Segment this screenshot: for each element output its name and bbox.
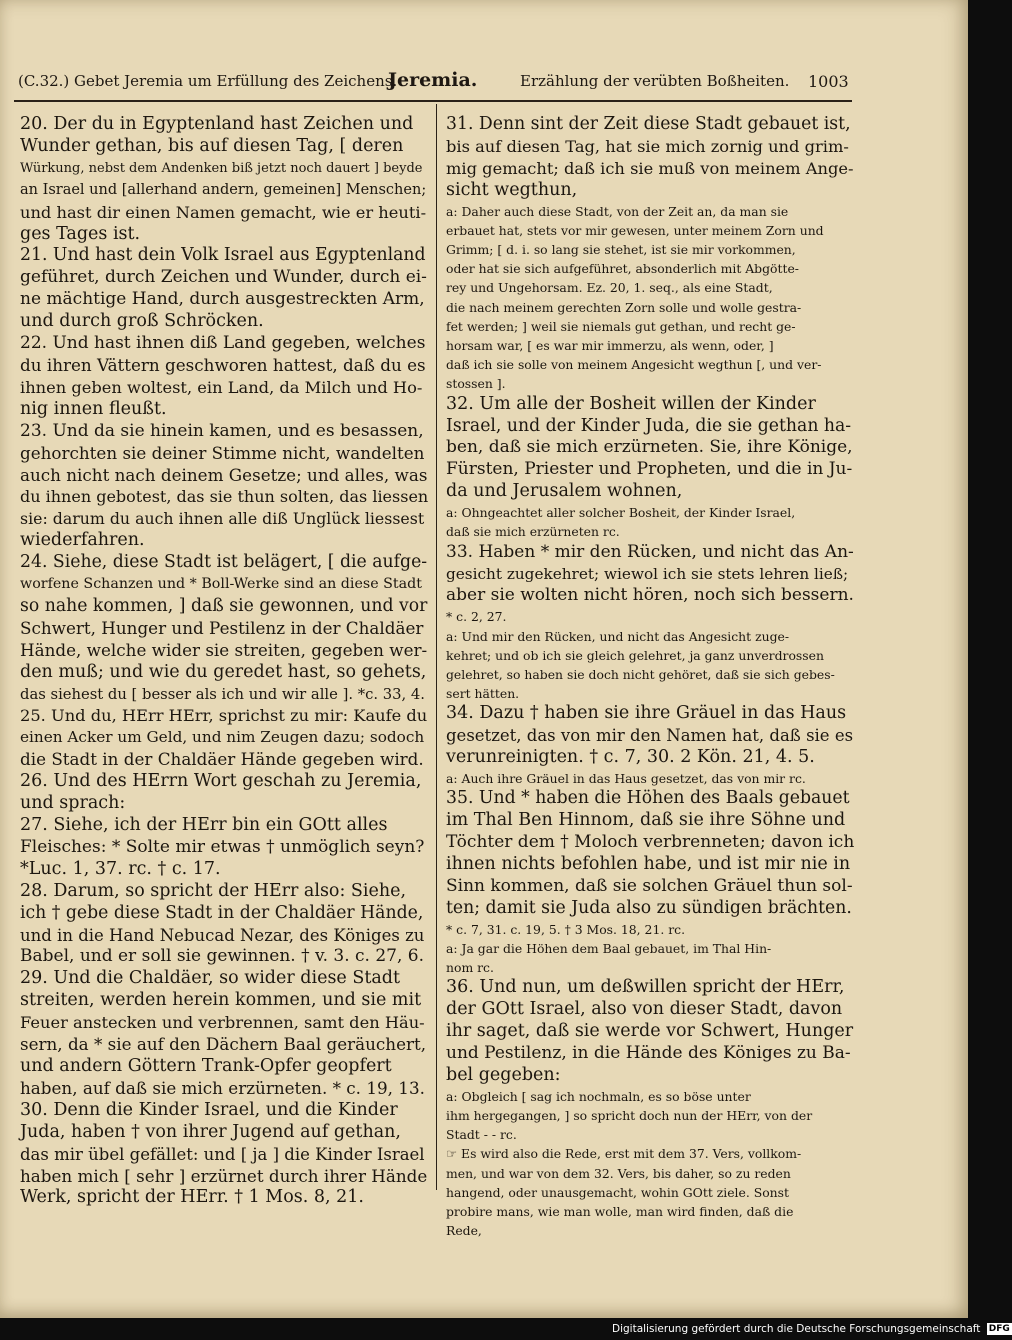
text-line: ihnen nichts befohlen habe, und ist mir nie in [446, 853, 851, 874]
text-line: Juda, haben † von ihrer Jugend auf gethan, [20, 1121, 401, 1142]
page-number: 1003 [808, 72, 849, 91]
text-line: gesetzet, das von mir den Namen hat, daß sie es [446, 726, 854, 746]
note-line: probire mans, wie man wolle, man wird finden, daß die [446, 1204, 794, 1220]
text-line: haben, auf daß sie mich erzürneten. * c. 19, 13. [20, 1077, 425, 1098]
text-line: ihr saget, daß sie werde vor Schwert, Hunger [446, 1021, 854, 1042]
right-column [446, 114, 854, 1240]
text-line: und hast dir einen Namen gemacht, wie er heuti- [20, 202, 427, 222]
text-line: bis auf diesen Tag, hat sie mich zornig und grim- [446, 136, 849, 156]
text-line: sicht wegthun, [446, 179, 578, 200]
text-line: 20. Der du in Egyptenland hast Zeichen und [20, 114, 414, 134]
running-header-right: Erzählung der verübten Boßheiten. [520, 72, 790, 90]
text-line: 21. Und hast dein Volk Israel aus Egyptenland [20, 245, 426, 266]
note-line: ☞ Es wird also die Rede, erst mit dem 37. Vers, vollkom- [446, 1146, 802, 1162]
column-rule [436, 104, 437, 1190]
note-line: a: Ohngeachtet aller solcher Bosheit, der Kinder Israel, [446, 505, 796, 521]
note-line: die nach meinem gerechten Zorn solle und wolle gestra- [446, 299, 802, 315]
text-line: wiederfahren. [20, 530, 145, 551]
text-line: der GOtt Israel, also von dieser Stadt, davon [446, 999, 843, 1020]
text-line: ben, daß sie mich erzürneten. Sie, ihre Könige, [446, 437, 853, 458]
note-line: a: Ja gar die Höhen dem Baal gebauet, im Thal Hin- [446, 940, 772, 956]
text-line: an Israel und [allerhand andern, gemeinen] Menschen; [20, 181, 427, 198]
running-header-left: (C.32.) Gebet Jeremia um Erfüllung des Zeichens. [18, 72, 398, 90]
text-line: geführet, durch Zeichen und Wunder, durch ei- [20, 267, 427, 288]
note-line: oder hat sie sich aufgeführet, absonderlich mit Abgötte- [446, 261, 799, 277]
text-line: ich † gebe diese Stadt in der Chaldäer Hände, [20, 902, 424, 923]
text-line: du ihren Vättern geschworen hattest, daß du es [20, 354, 426, 375]
text-line: Israel, und der Kinder Juda, die sie gethan ha- [446, 415, 852, 436]
note-line: daß ich sie solle von meinem Angesicht wegthun [, und ver- [446, 357, 822, 373]
note-line: Grimm; [ d. i. so lang sie stehet, ist sie mir vorkommen, [446, 242, 796, 258]
text-line: Wunder gethan, bis auf diesen Tag, [ deren [20, 135, 404, 156]
text-line: Töchter dem † Moloch verbrenneten; davon ich [446, 832, 855, 853]
text-line: mig gemacht; daß ich sie muß von meinem Ange- [446, 158, 854, 178]
text-line: Sinn kommen, daß sie solchen Gräuel thun sol- [446, 875, 853, 896]
note-line: ihm hergegangen, ] so spricht doch nun der HErr, von der [446, 1108, 813, 1124]
text-line: so nahe kommen, ] daß sie gewonnen, und vor [20, 595, 428, 616]
text-line: Babel, und er soll sie gewinnen. † v. 3. c. 27, 6. [20, 946, 425, 967]
text-line: Würkung, nebst dem Andenken biß jetzt noch dauert ] beyde [20, 160, 423, 176]
text-line: gesicht zugekehret; wiewol ich sie stets lehren ließ; [446, 564, 849, 583]
text-line: auch nicht nach deinem Gesetze; und alles, was [20, 464, 428, 485]
text-line: die Stadt in der Chaldäer Hände gegeben wird. [20, 749, 424, 770]
text-line: den muß; und wie du geredet hast, so gehets, [20, 661, 427, 682]
text-line: 34. Dazu † haben sie ihre Gräuel in das Haus [446, 703, 847, 724]
text-line: Fleisches: * Solte mir etwas † unmöglich seyn? [20, 836, 425, 857]
text-line: das mir übel gefället: und [ ja ] die Kinder Israel [20, 1144, 425, 1164]
text-line: haben mich [ sehr ] erzürnet durch ihrer Hände [20, 1165, 428, 1186]
text-line: und sprach: [20, 793, 126, 814]
text-line: da und Jerusalem wohnen, [446, 481, 683, 502]
note-line: a: Und mir den Rücken, und nicht das Angesicht zuge- [446, 628, 790, 644]
text-line: 22. Und hast ihnen diß Land gegeben, welches [20, 333, 426, 354]
text-line: Werk, spricht der HErr. † 1 Mos. 8, 21. [20, 1187, 364, 1208]
note-line: kehret; und ob ich sie gleich gelehret, ja ganz unverdrossen [446, 647, 824, 663]
text-line: 26. Und des HErrn Wort geschah zu Jeremia, [20, 771, 422, 792]
text-line: 32. Um alle der Bosheit willen der Kinder [446, 393, 816, 414]
text-line: 33. Haben * mir den Rücken, und nicht das An- [446, 541, 854, 562]
text-line: 31. Denn sint der Zeit diese Stadt gebauet ist, [446, 114, 851, 134]
text-line: 23. Und da sie hinein kamen, und es besassen, [20, 420, 424, 441]
text-line: sie: darum du auch ihnen alle diß Unglück liessest [20, 509, 425, 529]
text-line: und in die Hand Nebucad Nezar, des Königes zu [20, 925, 425, 945]
note-line: daß sie mich erzürneten rc. [446, 524, 620, 540]
text-line: du ihnen gebotest, das sie thun solten, das liessen [20, 487, 429, 507]
note-line: rey und Ungehorsam. Ez. 20, 1. seq., als eine Stadt, [446, 280, 773, 296]
credit-text: Digitalisierung gefördert durch die Deutsche Forschungsgemeinschaft [612, 1323, 981, 1335]
text-line: gehorchten sie deiner Stimme nicht, wandelten [20, 442, 425, 463]
text-line: 27. Siehe, ich der HErr bin ein GOtt alles [20, 815, 388, 835]
text-line: Schwert, Hunger und Pestilenz in der Chaldäer [20, 617, 424, 638]
note-line: hangend, oder unausgemacht, wohin GOtt ziele. Sonst [446, 1184, 789, 1200]
note-line: fet werden; ] weil sie niemals gut gethan, und recht ge- [446, 318, 796, 334]
text-line: Feuer anstecken und verbrennen, samt den Häu- [20, 1013, 425, 1033]
dfg-logo: DFG [988, 1324, 1010, 1334]
text-line: verunreinigten. † c. 7, 30. 2 Kön. 21, 4. 5. [446, 747, 815, 768]
note-line: a: Daher auch diese Stadt, von der Zeit an, da man sie [446, 203, 789, 219]
text-line: ihnen geben woltest, ein Land, da Milch und Ho- [20, 377, 423, 397]
left-column [20, 114, 428, 1209]
text-line: streiten, werden herein kommen, und sie mit [20, 990, 422, 1011]
note-line: nom rc. [446, 960, 494, 976]
text-line: und Pestilenz, in die Hände des Königes zu Ba- [446, 1043, 851, 1064]
text-line: 25. Und du, HErr HErr, sprichst zu mir: Kaufe du [20, 706, 428, 726]
note-line: * c. 2, 27. [446, 609, 507, 625]
text-line: worfene Schanzen und * Boll-Werke sind an diese Stadt [20, 576, 422, 593]
note-line: stossen ]. [446, 376, 506, 392]
text-line: das siehest du [ besser als ich und wir alle ]. *c. 33, 4. [20, 685, 425, 703]
text-line: im Thal Ben Hinnom, daß sie ihre Söhne und [446, 810, 846, 831]
running-header-center: Jeremia. [388, 69, 478, 91]
text-line: bel gegeben: [446, 1064, 561, 1085]
text-line: aber sie wolten nicht hören, noch sich bessern. [446, 585, 854, 606]
note-line: Rede, [446, 1223, 482, 1239]
digitization-credit [612, 1319, 1010, 1340]
text-line: 28. Darum, so spricht der HErr also: Siehe, [20, 880, 407, 901]
note-line: a: Auch ihre Gräuel in das Haus gesetzet, das von mir rc. [446, 771, 806, 787]
text-line: Fürsten, Priester und Propheten, und die in Ju- [446, 459, 853, 480]
text-line: und durch groß Schröcken. [20, 311, 264, 332]
text-line: 36. Und nun, um deßwillen spricht der HErr, [446, 977, 845, 998]
text-line: 29. Und die Chaldäer, so wider diese Stadt [20, 968, 401, 989]
text-line: 30. Denn die Kinder Israel, und die Kinder [20, 1099, 398, 1120]
text-line: nig innen fleußt. [20, 398, 167, 419]
text-line: 24. Siehe, diese Stadt ist belägert, [ die aufge- [20, 552, 428, 573]
text-line: und andern Göttern Trank-Opfer geopfert [20, 1055, 392, 1076]
text-line: ne mächtige Hand, durch ausgestreckten Arm, [20, 289, 425, 310]
text-line: Hände, welche wider sie streiten, gegeben wer- [20, 639, 428, 660]
text-line: einen Acker um Geld, und nim Zeugen dazu; sodoch [20, 728, 425, 747]
text-line: *Luc. 1, 37. rc. † c. 17. [20, 858, 221, 879]
note-line: men, und war von dem 32. Vers, bis daher, so zu reden [446, 1165, 791, 1181]
note-line: erbauet hat, stets vor mir gewesen, unter meinem Zorn und [446, 222, 824, 238]
note-line: sert hätten. [446, 686, 520, 702]
note-line: horsam war, [ es war mir immerzu, als wenn, oder, ] [446, 338, 774, 354]
note-line: a: Obgleich [ sag ich nochmaln, es so böse unter [446, 1088, 751, 1104]
note-line: * c. 7, 31. c. 19, 5. † 3 Mos. 18, 21. rc. [446, 921, 686, 937]
text-line: 35. Und * haben die Höhen des Baals gebauet [446, 788, 850, 809]
note-line: Stadt - - rc. [446, 1127, 517, 1143]
text-line: sern, da * sie auf den Dächern Baal geräuchert, [20, 1034, 427, 1055]
note-line: gelehret, so haben sie doch nicht gehöret, daß sie sich gebes- [446, 666, 835, 682]
text-line: ten; damit sie Juda also zu sündigen brächten. [446, 897, 852, 918]
header-rule [14, 100, 852, 102]
text-line: ges Tages ist. [20, 223, 141, 244]
